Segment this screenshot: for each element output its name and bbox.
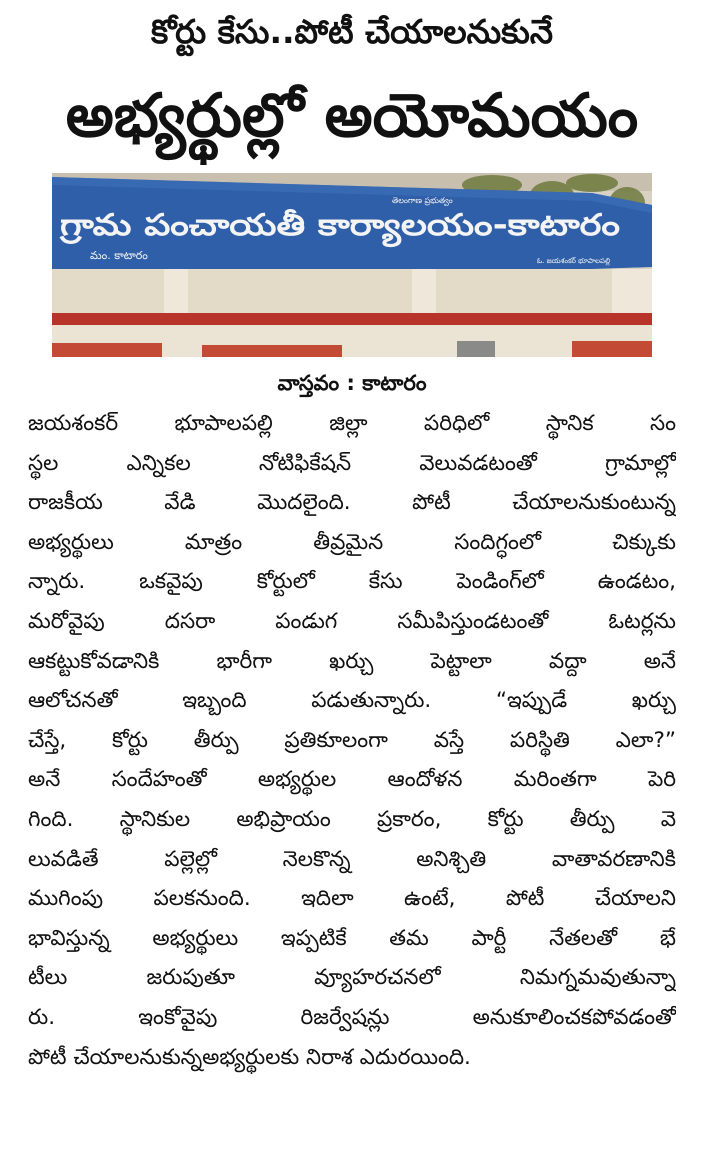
body-line: రు. ఇంకోవైపు రిజర్వేషన్లు అనుకూలించకపోవడంతో [28,1004,676,1030]
article-photo [52,173,652,357]
photo-caption: వాస్తవం : కాటారం [277,371,427,395]
body-line: టీలు జరుపుతూ వ్యూహరచనలో నిమగ్నమవుతున్నా [28,965,676,991]
body-line: ఆకట్టుకోవడానికి భారీగా ఖర్చు పెట్టాలా వద్దా అనే [28,648,676,674]
red-beam [52,313,652,325]
body-line: భావిస్తున్న అభ్యర్థులు ఇప్పటికే తమ పార్టీ నేతలతో భే [28,925,676,951]
article-kicker: కోర్టు కేసు..పోటీ చేయాలనుకునే [150,12,553,51]
body-line: ఆలోచనతో ఇబ్బంది పడుతున్నారు. “ఇప్పుడే ఖర్చు [28,688,676,714]
body-line: రాజకీయ వేడి మొదలైంది. పోటీ చేయాలనుకుంటున్న [28,490,676,516]
body-line: మరోవైపు దసరా పండుగ సమీపిస్తుండటంతో ఓటర్లను [28,608,676,634]
body-line: స్థల ఎన్నికల నోటిఫికేషన్ వెలువడటంతో గ్రామాల్లో [28,450,676,476]
sign-small-right-text: ఓ. జయశంకర్ భూపాలపల్లి [537,257,611,265]
body-line: లువడితే పల్లెల్లో నెలకొన్న అనిశ్చితి వాతావరణానికి [28,846,676,872]
sign-small-top-text: తెలంగాణ ప్రభుత్వం [392,196,453,205]
body-line: అనే సందేహంతో అభ్యర్థుల ఆందోళన మరింతగా పెరి [28,767,676,793]
sign-main-text: గ్రామ పంచాయతీ కార్యాలయం-కాటారం [60,208,519,243]
body-line: ముగింపు పలకనుంది. ఇదిలా ఉంటే, పోటీ చేయాలని [28,886,676,912]
body-line: అభ్యర్థులు మాత్రం తీవ్రమైన సందిగ్ధంలో చిక్కుకు [28,529,676,555]
body-line: జయశంకర్ భూపాలపల్లి జిల్లా పరిధిలో స్థానిక సం [28,411,676,436]
body-line: గింది. స్థానికుల అభిప్రాయం ప్రకారం, కోర్టు తీర్పు వె [28,806,676,832]
body-line: చేస్తే, కోర్టు తీర్పు ప్రతికూలంగా వస్తే పరిస్థితి ఎలా?” [28,727,676,753]
article-headline: అభ్యర్థుల్లో అయోమయం [65,81,639,151]
body-line: పోటీ చేయాలనుకున్నఅభ్యర్థులకు నిరాశ ఎదురయింది. [28,1044,471,1070]
sign-small-left-text: మం. కాటారం [90,249,148,262]
article-body [28,404,676,1077]
body-line: న్నారు. ఒకవైపు కోర్టులో కేసు పెండింగ్‌లో ఉండటం, [28,569,676,595]
